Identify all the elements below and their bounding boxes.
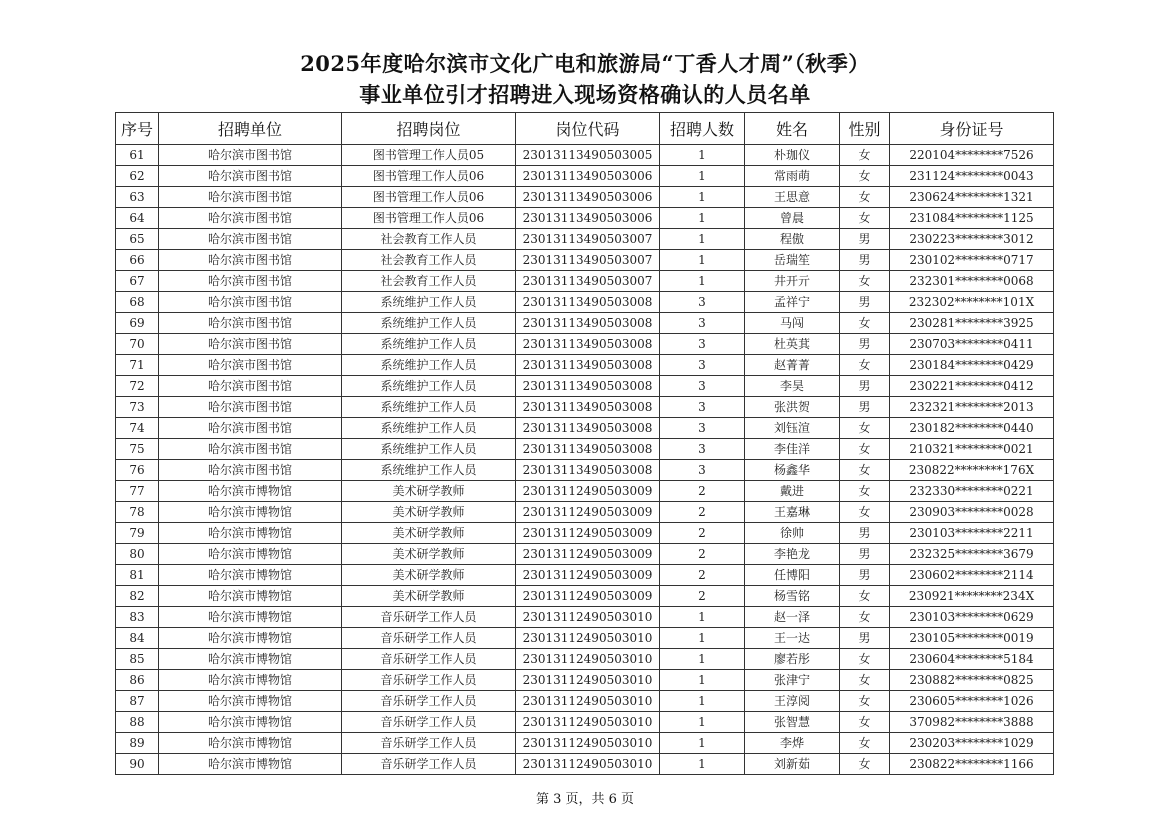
cell-position: 系统维护工作人员 [342,418,516,439]
cell-unit: 哈尔滨市博物馆 [159,565,342,586]
cell-headcount: 3 [660,397,745,418]
cell-index: 77 [116,481,159,502]
cell-unit: 哈尔滨市博物馆 [159,544,342,565]
cell-position-code: 23013113490503008 [516,460,660,481]
cell-headcount: 3 [660,355,745,376]
cell-index: 63 [116,187,159,208]
candidate-table [115,112,1054,775]
cell-name: 常雨萌 [745,166,840,187]
cell-name: 王一达 [745,628,840,649]
cell-id-number: 231084********1125 [890,208,1054,229]
cell-headcount: 3 [660,334,745,355]
cell-unit: 哈尔滨市图书馆 [159,271,342,292]
cell-position: 美术研学教师 [342,544,516,565]
cell-name: 李昊 [745,376,840,397]
cell-name: 李烨 [745,733,840,754]
cell-gender: 女 [840,733,890,754]
cell-position-code: 23013112490503009 [516,481,660,502]
document-title-line1: 2025年度哈尔滨市文化广电和旅游局“丁香人才周”（秋季） [300,51,870,76]
cell-position-code: 23013112490503010 [516,670,660,691]
cell-unit: 哈尔滨市博物馆 [159,628,342,649]
cell-position-code: 23013112490503009 [516,565,660,586]
cell-index: 69 [116,313,159,334]
table-row [116,229,1054,250]
cell-name: 王嘉琳 [745,502,840,523]
cell-name: 马闯 [745,313,840,334]
cell-position-code: 23013113490503008 [516,418,660,439]
cell-name: 王思意 [745,187,840,208]
cell-index: 80 [116,544,159,565]
cell-headcount: 3 [660,313,745,334]
cell-name: 张津宁 [745,670,840,691]
cell-gender: 女 [840,670,890,691]
cell-position-code: 23013112490503010 [516,628,660,649]
cell-id-number: 230184********0429 [890,355,1054,376]
table-body [116,145,1054,775]
cell-id-number: 230105********0019 [890,628,1054,649]
cell-gender: 女 [840,439,890,460]
col-header-headcount: 招聘人数 [660,113,745,145]
cell-position: 美术研学教师 [342,502,516,523]
table-row [116,712,1054,733]
cell-headcount: 3 [660,292,745,313]
cell-headcount: 3 [660,418,745,439]
cell-headcount: 1 [660,691,745,712]
cell-unit: 哈尔滨市博物馆 [159,607,342,628]
cell-gender: 男 [840,565,890,586]
cell-gender: 女 [840,502,890,523]
cell-gender: 男 [840,523,890,544]
cell-id-number: 230605********1026 [890,691,1054,712]
cell-position: 音乐研学工作人员 [342,754,516,775]
col-header-position-code: 岗位代码 [516,113,660,145]
cell-headcount: 3 [660,439,745,460]
cell-gender: 女 [840,355,890,376]
cell-gender: 女 [840,313,890,334]
cell-gender: 男 [840,544,890,565]
cell-position: 音乐研学工作人员 [342,712,516,733]
cell-index: 75 [116,439,159,460]
cell-position: 系统维护工作人员 [342,292,516,313]
col-header-gender: 性别 [840,113,890,145]
col-header-id-number: 身份证号 [890,113,1054,145]
cell-unit: 哈尔滨市图书馆 [159,334,342,355]
table-row [116,355,1054,376]
cell-id-number: 232325********3679 [890,544,1054,565]
cell-position-code: 23013113490503007 [516,229,660,250]
cell-unit: 哈尔滨市图书馆 [159,229,342,250]
table-row [116,628,1054,649]
table-header-row [116,113,1054,145]
cell-id-number: 230221********0412 [890,376,1054,397]
cell-gender: 男 [840,334,890,355]
cell-index: 61 [116,145,159,166]
cell-position-code: 23013113490503008 [516,439,660,460]
cell-index: 72 [116,376,159,397]
cell-index: 70 [116,334,159,355]
cell-index: 62 [116,166,159,187]
table-row [116,397,1054,418]
cell-position: 系统维护工作人员 [342,397,516,418]
cell-position-code: 23013113490503007 [516,271,660,292]
cell-id-number: 220104********7526 [890,145,1054,166]
cell-headcount: 1 [660,733,745,754]
cell-position-code: 23013113490503008 [516,355,660,376]
cell-id-number: 230703********0411 [890,334,1054,355]
cell-name: 张洪贺 [745,397,840,418]
table-row [116,544,1054,565]
cell-name: 戴进 [745,481,840,502]
cell-position: 美术研学教师 [342,523,516,544]
cell-index: 66 [116,250,159,271]
cell-position-code: 23013112490503009 [516,544,660,565]
cell-position-code: 23013113490503008 [516,313,660,334]
cell-id-number: 232301********0068 [890,271,1054,292]
cell-name: 曾晨 [745,208,840,229]
cell-gender: 女 [840,649,890,670]
cell-position-code: 23013113490503008 [516,397,660,418]
cell-gender: 女 [840,712,890,733]
col-header-unit: 招聘单位 [159,113,342,145]
cell-position: 系统维护工作人员 [342,355,516,376]
cell-position-code: 23013112490503010 [516,691,660,712]
cell-index: 84 [116,628,159,649]
table-row [116,649,1054,670]
table-row [116,502,1054,523]
cell-id-number: 230182********0440 [890,418,1054,439]
table-row [116,418,1054,439]
cell-unit: 哈尔滨市图书馆 [159,376,342,397]
table-row [116,334,1054,355]
cell-headcount: 3 [660,376,745,397]
table-row [116,439,1054,460]
cell-position: 音乐研学工作人员 [342,691,516,712]
cell-unit: 哈尔滨市图书馆 [159,418,342,439]
cell-position: 社会教育工作人员 [342,271,516,292]
cell-name: 徐帅 [745,523,840,544]
cell-name: 刘新茹 [745,754,840,775]
cell-id-number: 230903********0028 [890,502,1054,523]
cell-position-code: 23013112490503010 [516,733,660,754]
cell-headcount: 1 [660,208,745,229]
cell-id-number: 230602********2114 [890,565,1054,586]
cell-id-number: 230203********1029 [890,733,1054,754]
cell-position: 社会教育工作人员 [342,229,516,250]
cell-name: 朴珈仪 [745,145,840,166]
cell-position-code: 23013113490503005 [516,145,660,166]
table-row [116,523,1054,544]
cell-position-code: 23013112490503009 [516,502,660,523]
cell-index: 79 [116,523,159,544]
cell-headcount: 1 [660,271,745,292]
table-row [116,607,1054,628]
cell-unit: 哈尔滨市博物馆 [159,586,342,607]
cell-gender: 女 [840,418,890,439]
cell-unit: 哈尔滨市图书馆 [159,250,342,271]
cell-index: 68 [116,292,159,313]
cell-headcount: 3 [660,460,745,481]
cell-index: 87 [116,691,159,712]
cell-position: 系统维护工作人员 [342,439,516,460]
cell-position: 图书管理工作人员06 [342,187,516,208]
table-row [116,733,1054,754]
cell-gender: 女 [840,754,890,775]
cell-index: 71 [116,355,159,376]
cell-position-code: 23013112490503009 [516,586,660,607]
cell-gender: 女 [840,481,890,502]
cell-unit: 哈尔滨市图书馆 [159,145,342,166]
cell-name: 刘钰渲 [745,418,840,439]
cell-unit: 哈尔滨市博物馆 [159,670,342,691]
table-row [116,313,1054,334]
cell-position: 音乐研学工作人员 [342,733,516,754]
cell-position-code: 23013112490503010 [516,754,660,775]
cell-name: 杜英萁 [745,334,840,355]
cell-unit: 哈尔滨市博物馆 [159,523,342,544]
cell-index: 73 [116,397,159,418]
cell-id-number: 232302********101X [890,292,1054,313]
table-row [116,460,1054,481]
cell-index: 89 [116,733,159,754]
cell-name: 赵菁菁 [745,355,840,376]
cell-name: 杨鑫华 [745,460,840,481]
cell-index: 82 [116,586,159,607]
cell-gender: 男 [840,292,890,313]
cell-gender: 男 [840,628,890,649]
cell-position-code: 23013113490503006 [516,208,660,229]
cell-unit: 哈尔滨市图书馆 [159,439,342,460]
cell-position: 系统维护工作人员 [342,376,516,397]
cell-index: 86 [116,670,159,691]
cell-headcount: 2 [660,523,745,544]
cell-unit: 哈尔滨市图书馆 [159,166,342,187]
cell-index: 64 [116,208,159,229]
cell-position: 系统维护工作人员 [342,334,516,355]
cell-index: 78 [116,502,159,523]
cell-position-code: 23013113490503007 [516,250,660,271]
table-row [116,376,1054,397]
cell-index: 83 [116,607,159,628]
cell-name: 杨雪铭 [745,586,840,607]
cell-position: 美术研学教师 [342,586,516,607]
cell-unit: 哈尔滨市图书馆 [159,313,342,334]
cell-id-number: 230281********3925 [890,313,1054,334]
cell-name: 李佳洋 [745,439,840,460]
cell-gender: 女 [840,187,890,208]
cell-index: 65 [116,229,159,250]
cell-position: 图书管理工作人员05 [342,145,516,166]
cell-unit: 哈尔滨市博物馆 [159,649,342,670]
cell-position: 美术研学教师 [342,481,516,502]
cell-name: 张智慧 [745,712,840,733]
cell-id-number: 230223********3012 [890,229,1054,250]
table-row [116,187,1054,208]
cell-headcount: 1 [660,712,745,733]
cell-headcount: 2 [660,544,745,565]
table-row [116,166,1054,187]
cell-gender: 男 [840,397,890,418]
table-row [116,565,1054,586]
cell-position-code: 23013113490503006 [516,187,660,208]
document-title-line2: 事业单位引才招聘进入现场资格确认的人员名单 [359,82,811,107]
cell-gender: 女 [840,691,890,712]
col-header-index: 序号 [116,113,159,145]
cell-headcount: 1 [660,607,745,628]
cell-unit: 哈尔滨市博物馆 [159,691,342,712]
cell-index: 88 [116,712,159,733]
col-header-name: 姓名 [745,113,840,145]
cell-gender: 男 [840,229,890,250]
cell-id-number: 230102********0717 [890,250,1054,271]
cell-gender: 女 [840,607,890,628]
table-row [116,586,1054,607]
cell-headcount: 1 [660,166,745,187]
cell-headcount: 2 [660,565,745,586]
cell-name: 李艳龙 [745,544,840,565]
cell-index: 76 [116,460,159,481]
cell-position: 社会教育工作人员 [342,250,516,271]
cell-gender: 女 [840,166,890,187]
cell-position-code: 23013113490503008 [516,292,660,313]
table-row [116,691,1054,712]
cell-gender: 女 [840,271,890,292]
cell-gender: 女 [840,586,890,607]
cell-position-code: 23013112490503010 [516,712,660,733]
table-row [116,481,1054,502]
cell-unit: 哈尔滨市图书馆 [159,460,342,481]
cell-position-code: 23013113490503008 [516,376,660,397]
cell-name: 程傲 [745,229,840,250]
cell-id-number: 230822********1166 [890,754,1054,775]
cell-position-code: 23013112490503010 [516,649,660,670]
cell-index: 67 [116,271,159,292]
table-row [116,145,1054,166]
cell-unit: 哈尔滨市图书馆 [159,355,342,376]
cell-id-number: 230822********176X [890,460,1054,481]
table-row [116,670,1054,691]
cell-name: 任博阳 [745,565,840,586]
cell-headcount: 2 [660,502,745,523]
cell-position: 美术研学教师 [342,565,516,586]
cell-id-number: 230921********234X [890,586,1054,607]
cell-id-number: 230624********1321 [890,187,1054,208]
col-header-position: 招聘岗位 [342,113,516,145]
cell-headcount: 2 [660,586,745,607]
cell-position: 音乐研学工作人员 [342,607,516,628]
cell-id-number: 231124********0043 [890,166,1054,187]
table-row [116,292,1054,313]
cell-headcount: 1 [660,229,745,250]
cell-id-number: 230882********0825 [890,670,1054,691]
cell-id-number: 230604********5184 [890,649,1054,670]
cell-id-number: 232321********2013 [890,397,1054,418]
cell-gender: 男 [840,376,890,397]
cell-id-number: 370982********3888 [890,712,1054,733]
table-row [116,208,1054,229]
cell-id-number: 232330********0221 [890,481,1054,502]
cell-headcount: 1 [660,754,745,775]
cell-id-number: 230103********0629 [890,607,1054,628]
page-indicator: 第 3 页，共 6 页 [535,792,635,807]
cell-name: 赵一泽 [745,607,840,628]
cell-unit: 哈尔滨市博物馆 [159,733,342,754]
cell-position-code: 23013113490503008 [516,334,660,355]
table-row [116,250,1054,271]
cell-name: 岳瑞笙 [745,250,840,271]
cell-index: 85 [116,649,159,670]
cell-position: 系统维护工作人员 [342,313,516,334]
cell-index: 81 [116,565,159,586]
cell-unit: 哈尔滨市图书馆 [159,208,342,229]
cell-headcount: 1 [660,145,745,166]
cell-unit: 哈尔滨市博物馆 [159,712,342,733]
cell-unit: 哈尔滨市图书馆 [159,292,342,313]
cell-name: 孟祥宁 [745,292,840,313]
cell-id-number: 230103********2211 [890,523,1054,544]
cell-headcount: 1 [660,250,745,271]
cell-id-number: 210321********0021 [890,439,1054,460]
cell-position: 音乐研学工作人员 [342,649,516,670]
cell-unit: 哈尔滨市图书馆 [159,187,342,208]
cell-headcount: 1 [660,670,745,691]
cell-position: 图书管理工作人员06 [342,166,516,187]
cell-position-code: 23013113490503006 [516,166,660,187]
cell-gender: 女 [840,145,890,166]
cell-index: 74 [116,418,159,439]
cell-name: 井开亓 [745,271,840,292]
cell-unit: 哈尔滨市图书馆 [159,397,342,418]
cell-unit: 哈尔滨市博物馆 [159,481,342,502]
cell-index: 90 [116,754,159,775]
cell-headcount: 1 [660,187,745,208]
cell-position: 系统维护工作人员 [342,460,516,481]
table-row [116,271,1054,292]
cell-position-code: 23013112490503009 [516,523,660,544]
cell-name: 王淳阅 [745,691,840,712]
cell-gender: 女 [840,208,890,229]
cell-unit: 哈尔滨市博物馆 [159,754,342,775]
cell-position: 音乐研学工作人员 [342,670,516,691]
cell-position: 音乐研学工作人员 [342,628,516,649]
cell-gender: 男 [840,250,890,271]
table-row [116,754,1054,775]
cell-headcount: 1 [660,649,745,670]
cell-headcount: 2 [660,481,745,502]
cell-headcount: 1 [660,628,745,649]
cell-gender: 女 [840,460,890,481]
cell-name: 廖若彤 [745,649,840,670]
cell-unit: 哈尔滨市博物馆 [159,502,342,523]
cell-position-code: 23013112490503010 [516,607,660,628]
cell-position: 图书管理工作人员06 [342,208,516,229]
